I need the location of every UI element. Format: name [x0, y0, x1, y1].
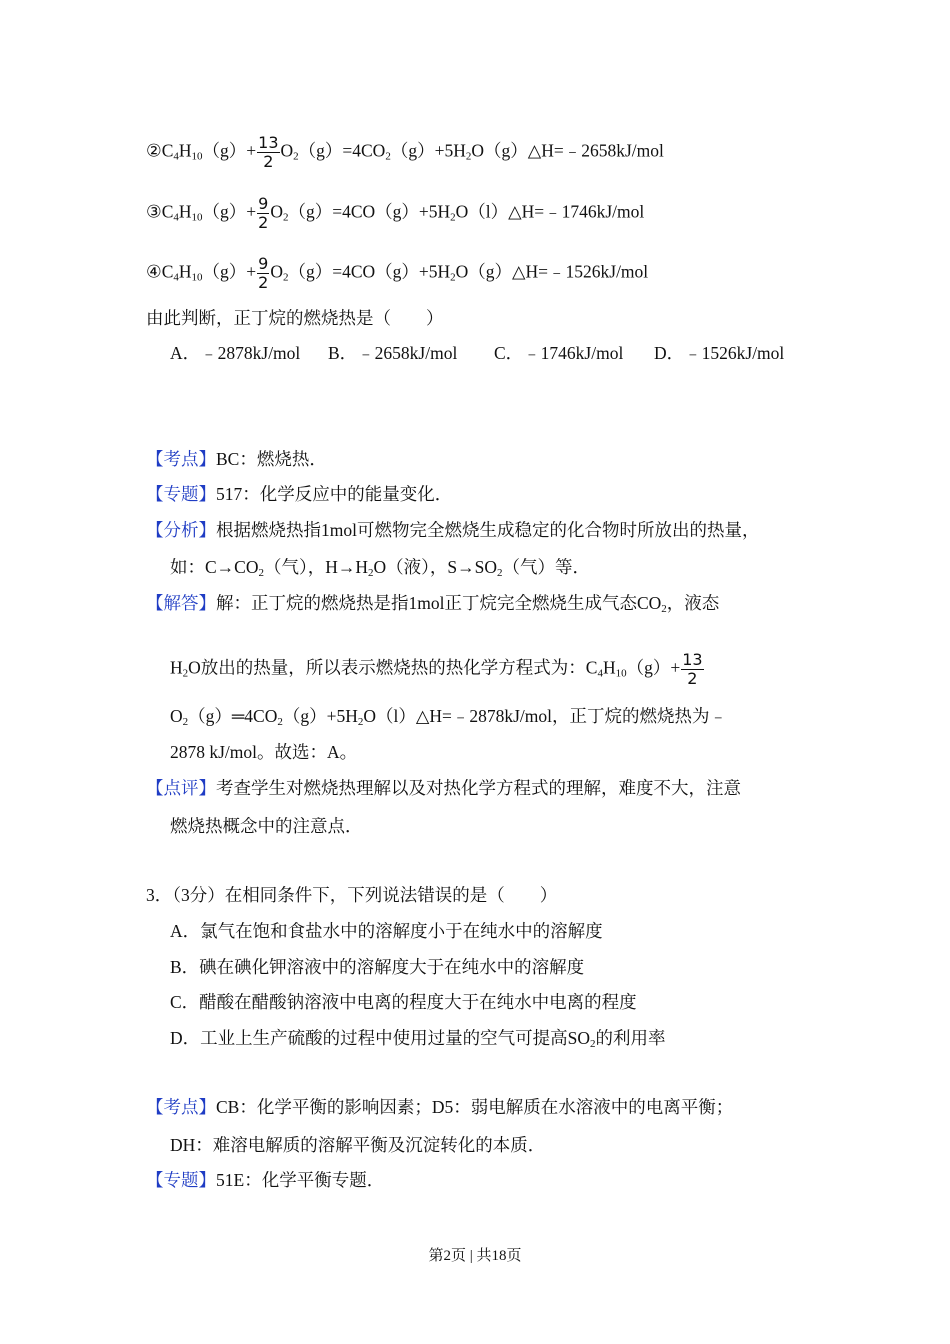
option-b: B．﹣2658kJ/mol	[328, 343, 458, 363]
kaodian-tag: 【考点】	[146, 449, 216, 469]
q3-kaodian-row: 【考点】CB：化学平衡的影响因素；D5：弱电解质在水溶液中的电离平衡；	[146, 1097, 734, 1117]
page-footer: 第2页 | 共18页	[428, 1248, 522, 1264]
jieda-row: 【解答】解：正丁烷的燃烧热是指1mol正丁烷完全燃烧生成气态$CO_2$，液态	[146, 593, 720, 615]
equation-4: $④C_4H_{10}(g)+$ $\frac{9}{2}$ $O_2(g)=4CO(g)+5H_2O(g)\triangle H=﹣1526kJ$/mol	[146, 254, 649, 292]
kaodian-row: 【考点】BC：燃烧热．	[146, 449, 327, 469]
fraction-13-2: $\frac{13}{2}$	[258, 133, 279, 171]
option-a: A．﹣2878kJ/mol	[170, 343, 301, 363]
fenxi-row: 【分析】根据燃烧热指1mol可燃物完全燃烧生成稳定的化合物时所放出的热量，	[146, 520, 760, 540]
question-3-option-b: B．碘在碘化钾溶液中的溶解度大于在纯水中的溶解度	[170, 957, 585, 977]
zhuanti-tag: 【专题】	[146, 1170, 216, 1190]
question-prompt: 由此判断，正丁烷的燃烧热是（ ）	[146, 308, 444, 328]
fenxi-row-2: 如：$C\to CO_2$（气），$H\to H_2O$（液），$S\to SO_2$（气）等．	[170, 557, 591, 579]
q3-kaodian-row-2: DH：难溶电解质的溶解平衡及沉淀转化的本质．	[170, 1135, 546, 1155]
question-3-option-a: A．氯气在饱和食盐水中的溶解度小于在纯水中的溶解度	[170, 921, 603, 941]
dianping-row: 【点评】考查学生对燃烧热理解以及对热化学方程式的理解，难度不大，注意	[146, 778, 741, 798]
dianping-row-2: 燃烧热概念中的注意点．	[170, 816, 363, 836]
q3-zhuanti-row: 【专题】51E：化学平衡专题．	[146, 1170, 385, 1190]
option-c: C．﹣1746kJ/mol	[494, 343, 624, 363]
zhuanti-row: 【专题】517：化学反应中的能量变化．	[146, 484, 453, 504]
zhuanti-tag: 【专题】	[146, 484, 216, 504]
fraction-13-2: $\frac{13}{2}$	[682, 650, 703, 688]
jieda-row-3: $O_2(g)═4CO_2(g)+5H_2O(l)\triangle H=﹣2878kJ$/mol，正丁烷的燃烧热为﹣	[170, 706, 727, 728]
fraction-9-2: $\frac{9}{2}$	[258, 254, 269, 292]
jieda-row-2: $H_2O$放出的热量，所以表示燃烧热的热化学方程式为：$C_4H_{10}(g)+$ $\frac{13}{2}$	[170, 650, 703, 688]
kaodian-tag: 【考点】	[146, 1097, 216, 1117]
question-3-option-c: C．醋酸在醋酸钠溶液中电离的程度大于在纯水中电离的程度	[170, 992, 637, 1012]
equation-3: $③C_4H_{10}(g)+$ $\frac{9}{2}$ $O_2(g)=4CO(g)+5H_2O(l)\triangle H=﹣1746kJ$/mol	[146, 194, 645, 232]
fenxi-tag: 【分析】	[146, 520, 216, 540]
question-3-option-d: D．工业上生产硫酸的过程中使用过量的空气可提高$SO_2$的利用率	[170, 1028, 666, 1050]
fraction-9-2: $\frac{9}{2}$	[258, 194, 269, 232]
dianping-tag: 【点评】	[146, 778, 216, 798]
answer-options	[170, 342, 784, 364]
question-3-stem: 3．（3分）在相同条件下，下列说法错误的是（ ）	[146, 885, 558, 905]
option-d: D．﹣1526kJ/mol	[654, 343, 785, 363]
jieda-row-4: 2878 kJ/mol。故选：A。	[170, 742, 358, 762]
equation-2: $②C_4H_{10}(g)+$ $\frac{13}{2}$ $O_2(g)=4CO_2(g)+5H_2O(g)\triangle H=﹣2658kJ$/mol	[146, 133, 664, 171]
jieda-tag: 【解答】	[146, 593, 216, 613]
